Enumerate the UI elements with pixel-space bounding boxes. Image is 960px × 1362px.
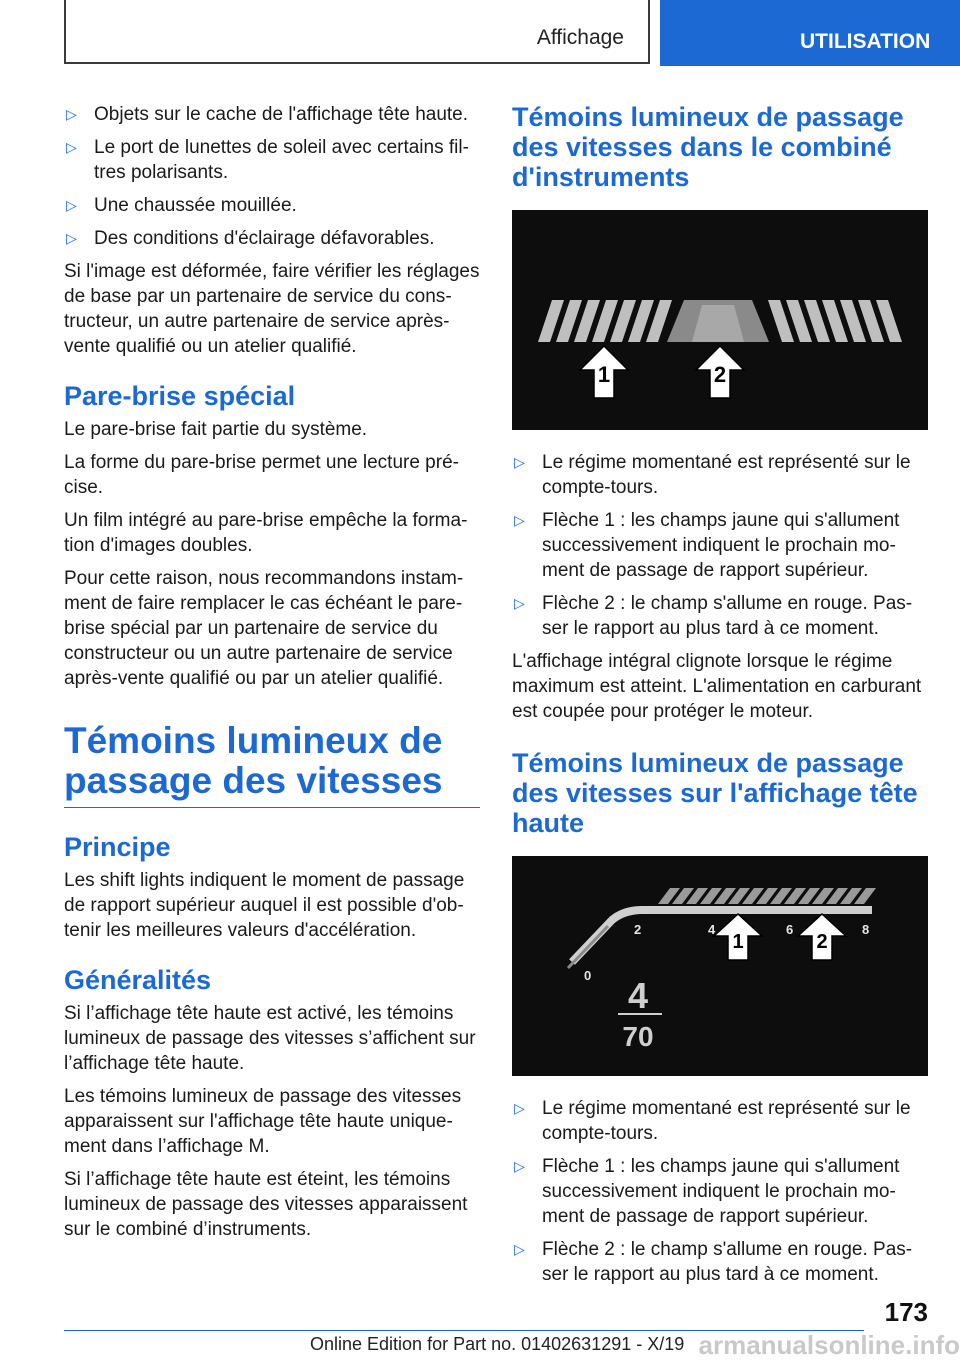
hud-scale-edge bbox=[568, 926, 608, 968]
arrow-2-label: 2 bbox=[713, 362, 727, 387]
right-column bbox=[512, 102, 928, 1295]
triangle-bullet-icon: ▷ bbox=[66, 106, 77, 122]
hud-gear: 4 bbox=[627, 975, 649, 1016]
paragraph: Pour cette raison, nous recommandons instamment de faire remplacer le cas échéant le pare-brise spécial par un partenaire de service du constructeur ou un autre partenaire de service après-vente qualifié ou par un atelier qualifié. bbox=[64, 568, 464, 689]
list-item-text: Flèche 1 : les champs jaune qui s'allument successivement indiquent le prochain moment de passage de rapport supérieur. bbox=[542, 510, 900, 581]
paragraph-full-display: L'affichage intégral clignote lorsque le régime maximum est atteint. L'alimentation en carburant est coupée pour protéger le moteur. bbox=[512, 651, 922, 722]
arrow-2-label: 2 bbox=[816, 931, 828, 953]
hud-tick-0: 0 bbox=[584, 968, 592, 983]
list-item-text: Des conditions d'éclairage défavorables. bbox=[94, 228, 435, 249]
left-column bbox=[64, 102, 480, 1250]
heading-hud: Témoins lumineux de passage des vitesses sur l'affichage tête haute bbox=[512, 748, 918, 838]
paragraph: Un film intégré au pare-brise empêche la formation d'images doubles. bbox=[64, 510, 468, 556]
list-item-text: Le port de lunettes de soleil avec certains filtres polarisants. bbox=[94, 137, 469, 183]
hud-tick-2: 2 bbox=[634, 922, 642, 937]
list-item bbox=[512, 1154, 928, 1229]
list-item bbox=[512, 1096, 928, 1146]
hud-speed: 70 bbox=[622, 1021, 654, 1052]
list-item-text: Le régime momentané est représenté sur le compte-tours. bbox=[542, 452, 911, 498]
triangle-bullet-icon: ▷ bbox=[66, 139, 77, 155]
list-item-text: Le régime momentané est représenté sur le compte-tours. bbox=[542, 1098, 911, 1144]
arrow-1-label: 1 bbox=[597, 362, 611, 387]
heading-main-section: Témoins lumineux de passage des vitesses bbox=[64, 721, 480, 808]
triangle-bullet-icon: ▷ bbox=[514, 595, 525, 611]
triangle-bullet-icon: ▷ bbox=[66, 230, 77, 246]
list-item-text: Objets sur le cache de l'affichage tête haute. bbox=[94, 104, 469, 125]
triangle-bullet-icon: ▷ bbox=[66, 197, 77, 213]
shift-light-stripes-left bbox=[538, 300, 672, 342]
list-item bbox=[512, 1237, 928, 1287]
arrow-1-label: 1 bbox=[732, 931, 744, 953]
paragraph: Si l’affichage tête haute est activé, les témoins lumineux de passage des vitesses s’affichent sur l’affichage tête haute. bbox=[64, 1003, 476, 1074]
list-item bbox=[64, 135, 480, 185]
paragraph: Si l’affichage tête haute est éteint, les témoins lumineux de passage des vitesses apparaissent sur le combiné d’instruments. bbox=[64, 1169, 468, 1240]
header-section-title: Affichage bbox=[536, 26, 624, 49]
page-number: 173 bbox=[884, 1297, 928, 1327]
paragraph-distortion: Si l'image est déformée, faire vérifier les réglages de base par un partenaire de service du constructeur, un autre partenaire de service après-vente qualifié ou un atelier qualifié. bbox=[64, 261, 480, 357]
figure-cluster-shift-lights bbox=[512, 210, 928, 430]
hud-shift-lights-illustration bbox=[512, 856, 928, 1076]
heading-principe: Principe bbox=[64, 832, 171, 862]
page-header bbox=[0, 0, 960, 66]
triangle-bullet-icon: ▷ bbox=[514, 512, 525, 528]
list-item bbox=[512, 508, 928, 583]
list-item-text: Flèche 2 : le champ s'allume en rouge. Passer le rapport au plus tard à ce moment. bbox=[542, 1239, 913, 1285]
footer-edition: Online Edition for Part no. 01402631291 - X/19 bbox=[310, 1334, 685, 1354]
hud-tick-6: 6 bbox=[786, 922, 794, 937]
list-item bbox=[512, 450, 928, 500]
paragraph: Les shift lights indiquent le moment de passage de rapport supérieur auquel il est possible d'obtenir les meilleures valeurs d'accélération. bbox=[64, 870, 465, 941]
list-item-text: Une chaussée mouillée. bbox=[94, 195, 297, 216]
paragraph: Le pare-brise fait partie du système. bbox=[64, 419, 368, 440]
triangle-bullet-icon: ▷ bbox=[514, 1241, 525, 1257]
hud-tick-4: 4 bbox=[708, 922, 716, 937]
header-frame bbox=[64, 0, 650, 64]
shift-light-stripes-right bbox=[768, 300, 902, 342]
triangle-bullet-icon: ▷ bbox=[514, 454, 525, 470]
list-item bbox=[64, 226, 480, 251]
hud-stripes bbox=[658, 888, 876, 904]
triangle-bullet-icon: ▷ bbox=[514, 1100, 525, 1116]
heading-generalites: Généralités bbox=[64, 965, 212, 995]
hud-tick-8: 8 bbox=[862, 922, 870, 937]
list-item-text: Flèche 2 : le champ s'allume en rouge. Passer le rapport au plus tard à ce moment. bbox=[542, 593, 913, 639]
list-item bbox=[64, 193, 480, 218]
figure-hud-shift-lights bbox=[512, 856, 928, 1076]
list-item-text: Flèche 1 : les champs jaune qui s'allument successivement indiquent le prochain moment de passage de rapport supérieur. bbox=[542, 1156, 900, 1227]
list-item bbox=[64, 102, 480, 127]
triangle-bullet-icon: ▷ bbox=[514, 1158, 525, 1174]
paragraph: Les témoins lumineux de passage des vitesses apparaissent sur l'affichage tête haute uniquement dans l’affichage M. bbox=[64, 1086, 462, 1157]
paragraph: La forme du pare-brise permet une lecture précise. bbox=[64, 452, 459, 498]
heading-pare-brise: Pare-brise spécial bbox=[64, 381, 296, 411]
list-item bbox=[512, 591, 928, 641]
cluster-shift-lights-illustration bbox=[512, 210, 928, 430]
heading-combine: Témoins lumineux de passage des vitesses dans le combiné d'instruments bbox=[512, 102, 904, 192]
header-chapter-tab: UTILISATION bbox=[660, 0, 960, 66]
watermark-logo: armanualsonline.info bbox=[698, 1330, 960, 1360]
